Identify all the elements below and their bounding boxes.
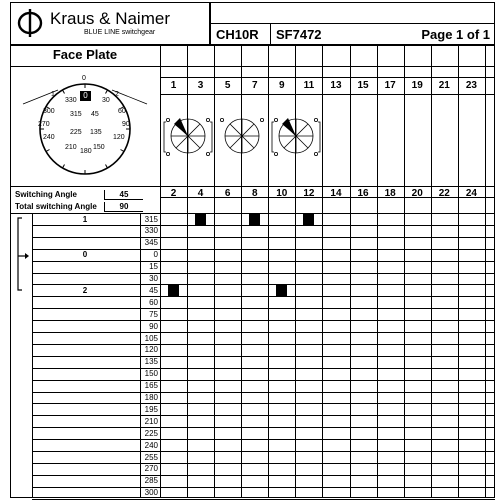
contact-top-3: 3 [197,80,204,91]
angle-value: 180 [144,393,158,402]
angle-value: 255 [144,452,158,462]
contact-top-11: 11 [303,80,315,91]
dial-label-120: 120 [113,134,125,141]
closed-contact-mark [303,214,314,225]
angle-value: 45 [149,285,158,295]
contact-top-21: 21 [438,80,450,91]
table-row-divider [32,392,495,393]
dial-pointer: 0 [80,91,91,101]
switching-angle-label: Switching Angle [15,190,77,199]
contact-top-17: 17 [384,80,396,91]
dial-label-225: 225 [70,129,82,136]
contact-top-5: 5 [224,80,231,91]
total-switching-angle-label: Total switching Angle [15,202,97,211]
angle-value: 105 [144,333,158,343]
table-row-divider [32,249,495,250]
table-row-divider [32,296,495,297]
angle-value: 285 [144,476,158,486]
dial-label-0: 0 [82,75,86,82]
dial-label-60: 60 [118,108,126,115]
table-row-divider [32,225,495,226]
position-bracket [14,216,30,292]
table-row-divider [32,308,495,309]
table-row-divider [32,368,495,369]
contact-top-23: 23 [465,80,477,91]
total-switching-angle-value: 90 [104,202,143,212]
contact-bottom-6: 6 [224,188,231,199]
angle-value: 195 [144,404,158,414]
table-row-divider [32,332,495,333]
table-row-divider [32,487,495,488]
contact-bottom-18: 18 [384,188,396,199]
table-row-divider [32,463,495,464]
angle-value: 75 [149,309,158,319]
table-row-divider [32,451,495,452]
table-row-divider [32,261,495,262]
contact-top-7: 7 [251,80,258,91]
angle-value: 270 [144,464,158,474]
switching-angle-value: 45 [104,190,143,200]
angle-value: 15 [149,262,158,272]
table-row-divider [32,356,495,357]
page-indicator: Page 1 of 1 [421,27,490,42]
dial-label-270: 270 [38,121,50,128]
table-row-divider [32,320,495,321]
angle-value: 90 [149,321,158,331]
angle-value: 345 [144,238,158,248]
closed-contact-mark [249,214,260,225]
position-label-2: 2 [82,285,88,295]
drawing-number: SF7472 [276,27,322,42]
angle-value: 240 [144,440,158,450]
contact-bottom-8: 8 [251,188,258,199]
dial-label-90: 90 [122,121,130,128]
table-row-divider [32,439,495,440]
contact-bottom-24: 24 [465,188,477,199]
dial-label-315: 315 [70,111,82,118]
angle-value: 165 [144,381,158,391]
table-row-divider [32,427,495,428]
closed-contact-mark [168,285,179,296]
brand-name: Kraus & Naimer [50,9,170,28]
dial-label-135: 135 [90,129,102,136]
angle-value: 225 [144,428,158,438]
position-label-0: 0 [82,250,88,260]
table-row-divider [32,344,495,345]
angle-value: 300 [144,488,158,498]
dial-label-1: 1 [51,91,55,98]
contact-symbols [160,96,495,182]
table-row-divider [32,237,495,238]
angle-value: 0 [153,250,158,260]
brand-tagline: BLUE LINE switchgear [84,29,156,36]
dial-label-30: 30 [102,97,110,104]
contact-bottom-20: 20 [411,188,423,199]
position-label-1: 1 [82,214,88,224]
dial-label-300: 300 [43,108,55,115]
header-top-blank [210,2,495,24]
contact-bottom-4: 4 [197,188,204,199]
dial-label-210: 210 [65,144,77,151]
table-row-divider [32,380,495,381]
table-row-divider [32,475,495,476]
angle-value: 60 [149,297,158,307]
contact-bottom-14: 14 [330,188,342,199]
face-plate-title: Face Plate [52,47,118,62]
dial-label-180: 180 [80,148,92,155]
dial-label-240: 240 [43,134,55,141]
contact-bottom-10: 10 [276,188,288,199]
angle-value: 30 [149,274,158,283]
brand-logo-icon [16,7,44,39]
angle-value: 150 [144,369,158,379]
angle-value: 330 [144,226,158,236]
angle-value: 135 [144,357,158,367]
table-row-divider [32,403,495,404]
table-row-divider [32,415,495,416]
closed-contact-mark [276,285,287,296]
angle-value: 315 [144,214,158,224]
contact-top-13: 13 [330,80,342,91]
dial-label-45: 45 [91,111,99,118]
contact-bottom-2: 2 [170,188,177,199]
contact-bottom-22: 22 [438,188,450,199]
closed-contact-mark [195,214,206,225]
dial-label-330: 330 [65,97,77,104]
model-number: CH10R [216,27,259,42]
face-plate-dial [10,66,160,186]
angle-value: 120 [144,345,158,355]
contact-top-9: 9 [279,80,285,91]
table-row-divider [32,273,495,274]
dial-label-150: 150 [93,144,105,151]
contact-top-19: 19 [411,80,423,91]
dial-label-2: 2 [115,91,119,98]
contact-bottom-16: 16 [357,188,369,199]
table-row-divider [32,284,495,285]
contact-top-15: 15 [357,80,369,91]
contact-top-1: 1 [170,80,177,91]
table-row-divider [32,499,495,500]
angle-value: 210 [144,416,158,426]
contact-bottom-12: 12 [303,188,315,199]
